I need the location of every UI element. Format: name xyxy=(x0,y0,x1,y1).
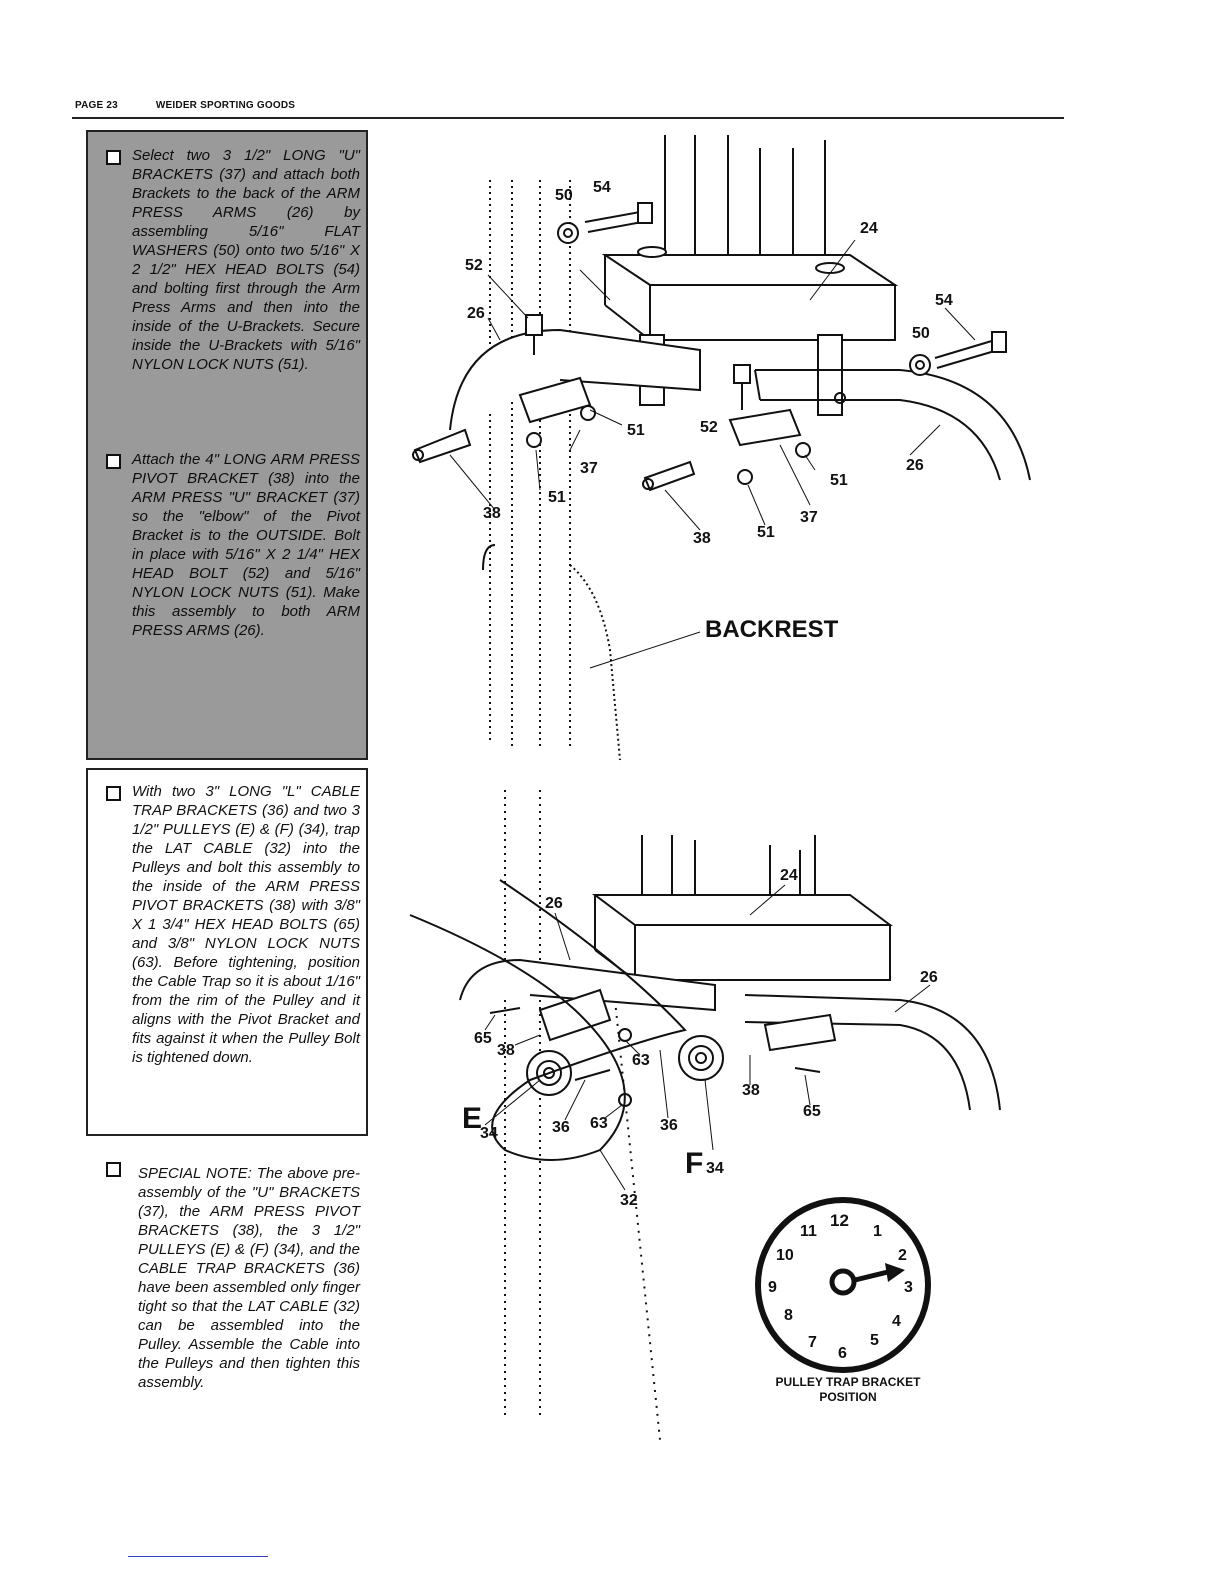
label-26-bottom-right: 26 xyxy=(920,969,938,986)
label-32-cable: 32 xyxy=(620,1192,638,1209)
top-diagram xyxy=(413,135,1030,760)
label-26-bottom-left: 26 xyxy=(545,895,563,912)
step2-text: Attach the 4" LONG ARM PRESS PIVOT BRACKET (38) into the ARM PRESS "U" BRACKET (37) so the "elbow" of the Pivot Bracket is to the OUTSIDE. Bolt in place with 5/16" X 2 1/4" HEX HEAD BOLT (52) and 5/16" NYLON LOCK NUTS (51). Make this assembly to both ARM PRESS ARMS (26). xyxy=(132,451,360,639)
clock-12: 12 xyxy=(830,1211,849,1230)
step1-text: Select two 3 1/2" LONG "U" BRACKETS (37) and attach both Brackets to the back of the ARM PRESS ARMS (26) by assembling 5/16" FLAT WASHERS (50) onto two 5/16" X 2 1/2" HEX HEAD BOLTS (54) and bolting first through the Arm Press Arms and then into the inside of the U-Brackets. Secure inside the U-Brackets with 5/16" NYLON LOCK NUTS (51). xyxy=(132,147,360,373)
clock-8: 8 xyxy=(784,1307,793,1324)
clock-11: 11 xyxy=(800,1223,817,1240)
clock-6: 6 xyxy=(838,1345,847,1362)
label-38-right: 38 xyxy=(693,530,711,547)
pulley-e-letter: E xyxy=(462,1102,483,1135)
company-name: WEIDER SPORTING GOODS xyxy=(155,100,296,111)
step3-text: With two 3" LONG "L" CABLE TRAP BRACKETS (36) and two 3 1/2" PULLEYS (E) & (F) (34), trap the LAT CABLE (32) into the Pulleys and bolt this assembly to the inside of the ARM PRESS PIVOT BRACKETS (38) with 3/8" X 1 3/4" HEX HEAD BOLTS (65) and 3/8" NYLON LOCK NUTS (63). Before tightening, position the Cable Trap so it is about 1/16" from the rim of the Pulley and it aligns with the Pivot Bracket and fits against it when the Pulley Bolt is tightened down. xyxy=(132,783,360,1066)
label-50-right: 50 xyxy=(912,325,930,342)
clock-4: 4 xyxy=(892,1313,901,1330)
page-number: PAGE 23 xyxy=(75,100,118,111)
label-24-top: 24 xyxy=(860,220,878,237)
clock-7: 7 xyxy=(808,1334,817,1351)
label-37-right: 37 xyxy=(800,509,818,526)
label-38-bottom-left: 38 xyxy=(497,1042,515,1059)
label-38-bottom-right: 38 xyxy=(742,1082,760,1099)
pulley-e-number: 34 xyxy=(480,1125,498,1142)
step4-text: SPECIAL NOTE: The above pre-assembly of the "U" BRACKETS (37), the ARM PRESS PIVOT BRACKETS (38), the 3 1/2" PULLEYS (E) & (F) (34), and the CABLE TRAP BRACKETS (36) have been assembled only finger tight so that the LAT CABLE (32) can be assembled into the Pulley. Assemble the Cable into the Pulleys and then tighten this assembly. xyxy=(138,1165,360,1391)
label-36-right: 36 xyxy=(660,1117,678,1134)
label-51-d: 51 xyxy=(757,524,775,541)
label-26-left: 26 xyxy=(467,305,485,322)
footer-link-line xyxy=(128,1556,268,1557)
label-51-b: 51 xyxy=(548,489,566,506)
label-51-a: 51 xyxy=(627,422,645,439)
clock-caption-line2: POSITION xyxy=(819,1390,877,1404)
label-37-left: 37 xyxy=(580,460,598,477)
bottom-diagram xyxy=(410,790,1000,1440)
clock-10: 10 xyxy=(776,1247,794,1264)
clock-9: 9 xyxy=(768,1279,777,1296)
pulley-f-letter: F xyxy=(685,1147,704,1180)
pulley-f-number: 34 xyxy=(706,1160,724,1177)
label-24-bottom: 24 xyxy=(780,867,798,884)
clock-2: 2 xyxy=(898,1247,907,1264)
label-54-left: 54 xyxy=(593,179,611,196)
label-38-left: 38 xyxy=(483,505,501,522)
clock-caption-line1: PULLEY TRAP BRACKET xyxy=(775,1375,921,1389)
label-52-right: 52 xyxy=(700,419,718,436)
label-65-left: 65 xyxy=(474,1030,492,1047)
label-54-right: 54 xyxy=(935,292,953,309)
label-26-right: 26 xyxy=(906,457,924,474)
label-36-left: 36 xyxy=(552,1119,570,1136)
label-51-c: 51 xyxy=(830,472,848,489)
label-63-upper: 63 xyxy=(632,1052,650,1069)
clock-1: 1 xyxy=(873,1223,882,1240)
label-63-lower: 63 xyxy=(590,1115,608,1132)
label-52-left: 52 xyxy=(465,257,483,274)
backrest-label: BACKREST xyxy=(705,616,839,643)
clock-3: 3 xyxy=(904,1279,913,1296)
clock-5: 5 xyxy=(870,1332,879,1349)
label-50-left: 50 xyxy=(555,187,573,204)
pulley-position-clock xyxy=(758,1200,928,1404)
label-65-right: 65 xyxy=(803,1103,821,1120)
